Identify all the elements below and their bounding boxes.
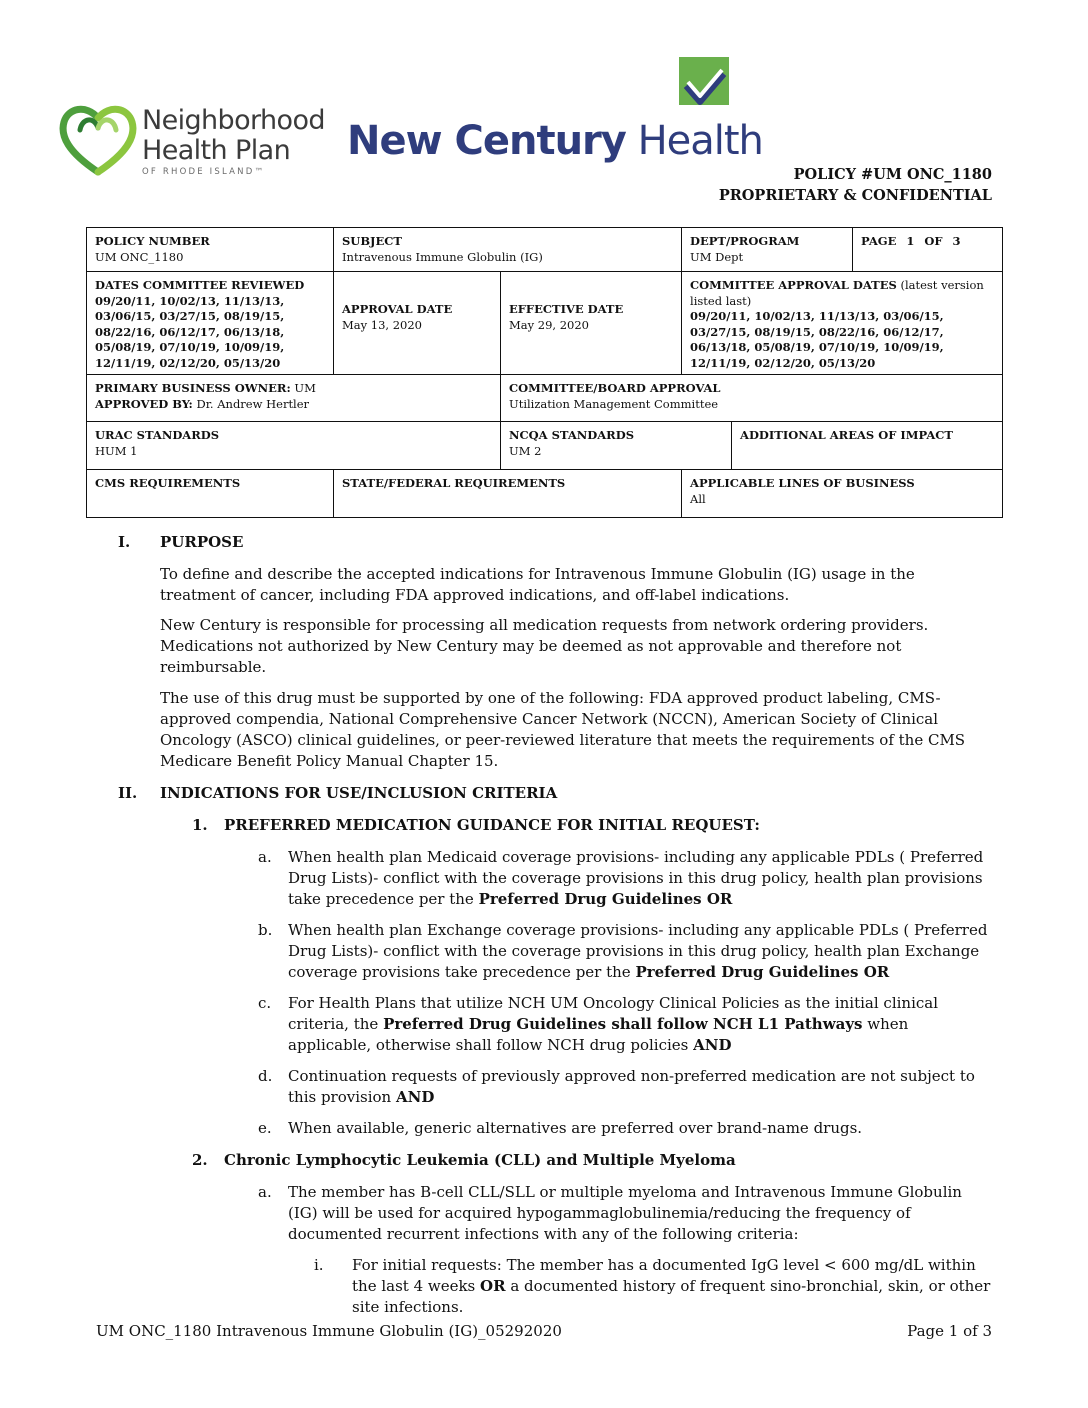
list-marker: e. <box>258 1119 272 1137</box>
subsection-2-title: Chronic Lymphocytic Leukemia (CLL) and Multiple Myeloma <box>224 1151 736 1169</box>
list-item: When health plan Medicaid coverage provisions- including any applicable PDLs ( Preferred Drug Lists)- conflict with the coverage provisions in this drug policy, health plan provisions take precedence per the Preferred Drug Guidelines OR <box>288 848 984 908</box>
list-item: When available, generic alternatives are preferred over brand-name drugs. <box>288 1119 863 1137</box>
table-row <box>87 422 1003 470</box>
section-1-number: I. <box>118 533 131 551</box>
list-marker: c. <box>258 994 272 1012</box>
dates-reviewed-cell: DATES COMMITTEE REVIEWED 09/20/11, 10/02/13, 11/13/13, 03/06/15, 03/27/15, 08/19/15, 08/22/16, 06/12/17, 06/13/18, 05/08/19, 07/10/19, 10/09/19, 12/11/19, 02/12/20, 05/13/20 <box>87 272 334 375</box>
purpose-paragraph-1: To define and describe the accepted indications for Intravenous Immune Globulin (IG) usage in the treatment of cancer, including FDA approved indications, and off-label indications. <box>160 565 915 604</box>
list-item: The member has B-cell CLL/SLL or multiple myeloma and Intravenous Immune Globulin (IG) will be used for acquired hypogammaglobulinemia/reducing the frequency of documented recurrent infections with any of the following criteria: <box>288 1183 962 1243</box>
footer-document-id: UM ONC_1180 Intravenous Immune Globulin (IG)_05292020 <box>96 1322 562 1340</box>
page-cell: PAGE 1 OF 3 <box>853 228 1003 272</box>
approval-date-cell: APPROVAL DATE May 13, 2020 <box>334 272 501 375</box>
list-marker: a. <box>258 848 272 866</box>
nhp-heart-icon <box>58 100 138 178</box>
policy-number-cell: POLICY NUMBER UM ONC_1180 <box>87 228 334 272</box>
policy-header <box>719 164 992 206</box>
nch-checkmark-icon <box>678 56 730 110</box>
list-marker: b. <box>258 921 273 939</box>
list-item: For initial requests: The member has a documented IgG level < 600 mg/dL within the last 4 weeks OR a documented history of frequent sino-bronchial, skin, or other site infections. <box>352 1256 991 1316</box>
subsection-1-number: 1. <box>192 816 208 834</box>
table-row <box>87 375 1003 422</box>
lob-cell: APPLICABLE LINES OF BUSINESS All <box>682 470 1003 518</box>
policy-id: POLICY #UM ONC_1180 <box>793 166 992 183</box>
state-federal-cell: STATE/FEDERAL REQUIREMENTS <box>334 470 682 518</box>
confidential-label: PROPRIETARY & CONFIDENTIAL <box>718 187 992 204</box>
list-item: For Health Plans that utilize NCH UM Oncology Clinical Policies as the initial clinical criteria, the Preferred Drug Guidelines shall follow NCH L1 Pathways when applicable, otherwise shall follow NCH drug policies AND <box>288 994 939 1054</box>
cms-cell: CMS REQUIREMENTS <box>87 470 334 518</box>
dept-cell: DEPT/PROGRAM UM Dept <box>682 228 853 272</box>
subsection-1-title: PREFERRED MEDICATION GUIDANCE FOR INITIAL REQUEST: <box>224 816 760 834</box>
table-row <box>87 470 1003 518</box>
nhp-subtitle: OF RHODE ISLAND™ <box>142 167 266 177</box>
purpose-paragraph-3: The use of this drug must be supported by one of the following: FDA approved product labeling, CMS-approved compendia, National Comprehensive Cancer Network (NCCN), American Society of Clinical Oncology (ASCO) clinical guidelines, or peer-reviewed literature that meets the requirements of the CMS Medicare Benefit Policy Manual Chapter 15. <box>160 689 966 770</box>
urac-cell: URAC STANDARDS HUM 1 <box>87 422 501 470</box>
impact-cell: ADDITIONAL AREAS OF IMPACT <box>732 422 1003 470</box>
subject-cell: SUBJECT Intravenous Immune Globulin (IG) <box>334 228 682 272</box>
list-marker: i. <box>314 1256 324 1274</box>
board-approval-cell: COMMITTEE/BOARD APPROVAL Utilization Management Committee <box>501 375 1003 422</box>
section-1-title: PURPOSE <box>160 533 244 551</box>
purpose-paragraph-2: New Century is responsible for processing all medication requests from network ordering providers. Medications not authorized by New Century may be deemed as not approvable and therefore not reimbursable. <box>160 616 929 676</box>
table-row <box>87 272 1003 375</box>
list-marker: d. <box>258 1067 273 1085</box>
nhp-name-line1: Neighborhood <box>142 105 325 136</box>
nch-name-light: Health <box>637 118 763 164</box>
list-marker: a. <box>258 1183 272 1201</box>
ncqa-cell: NCQA STANDARDS UM 2 <box>501 422 732 470</box>
nhp-logo <box>58 100 328 180</box>
nch-logo-text <box>347 118 763 164</box>
section-2-title: INDICATIONS FOR USE/INCLUSION CRITERIA <box>160 784 558 802</box>
effective-date-cell: EFFECTIVE DATE May 29, 2020 <box>501 272 682 375</box>
list-item: When health plan Exchange coverage provisions- including any applicable PDLs ( Preferred Drug Lists)- conflict with the coverage provisions in this drug policy, health plan Exchange coverage provisions take precedence per the Preferred Drug Guidelines OR <box>288 921 988 981</box>
section-2-number: II. <box>118 784 138 802</box>
footer-page-number: Page 1 of 3 <box>907 1322 992 1340</box>
policy-info-table <box>86 227 1003 518</box>
list-item: Continuation requests of previously approved non-preferred medication are not subject to this provision AND <box>288 1067 975 1106</box>
committee-dates-label: COMMITTEE APPROVAL DATES (latest version listed last) <box>690 278 984 308</box>
committee-dates-cell: COMMITTEE APPROVAL DATES (latest version listed last) 09/20/11, 10/02/13, 11/13/13, 03/06/15, 03/27/15, 08/19/15, 08/22/16, 06/12/17, 06/13/18, 05/08/19, 07/10/19, 10/09/19, 12/11/19, 02/12/20, 05/13/20 <box>682 272 1003 375</box>
table-row <box>87 228 1003 272</box>
nch-name-bold: New Century <box>347 118 626 164</box>
subsection-2-number: 2. <box>192 1151 208 1169</box>
owner-cell: PRIMARY BUSINESS OWNER: UM APPROVED BY: Dr. Andrew Hertler <box>87 375 501 422</box>
nhp-name-line2: Health Plan <box>142 135 291 166</box>
